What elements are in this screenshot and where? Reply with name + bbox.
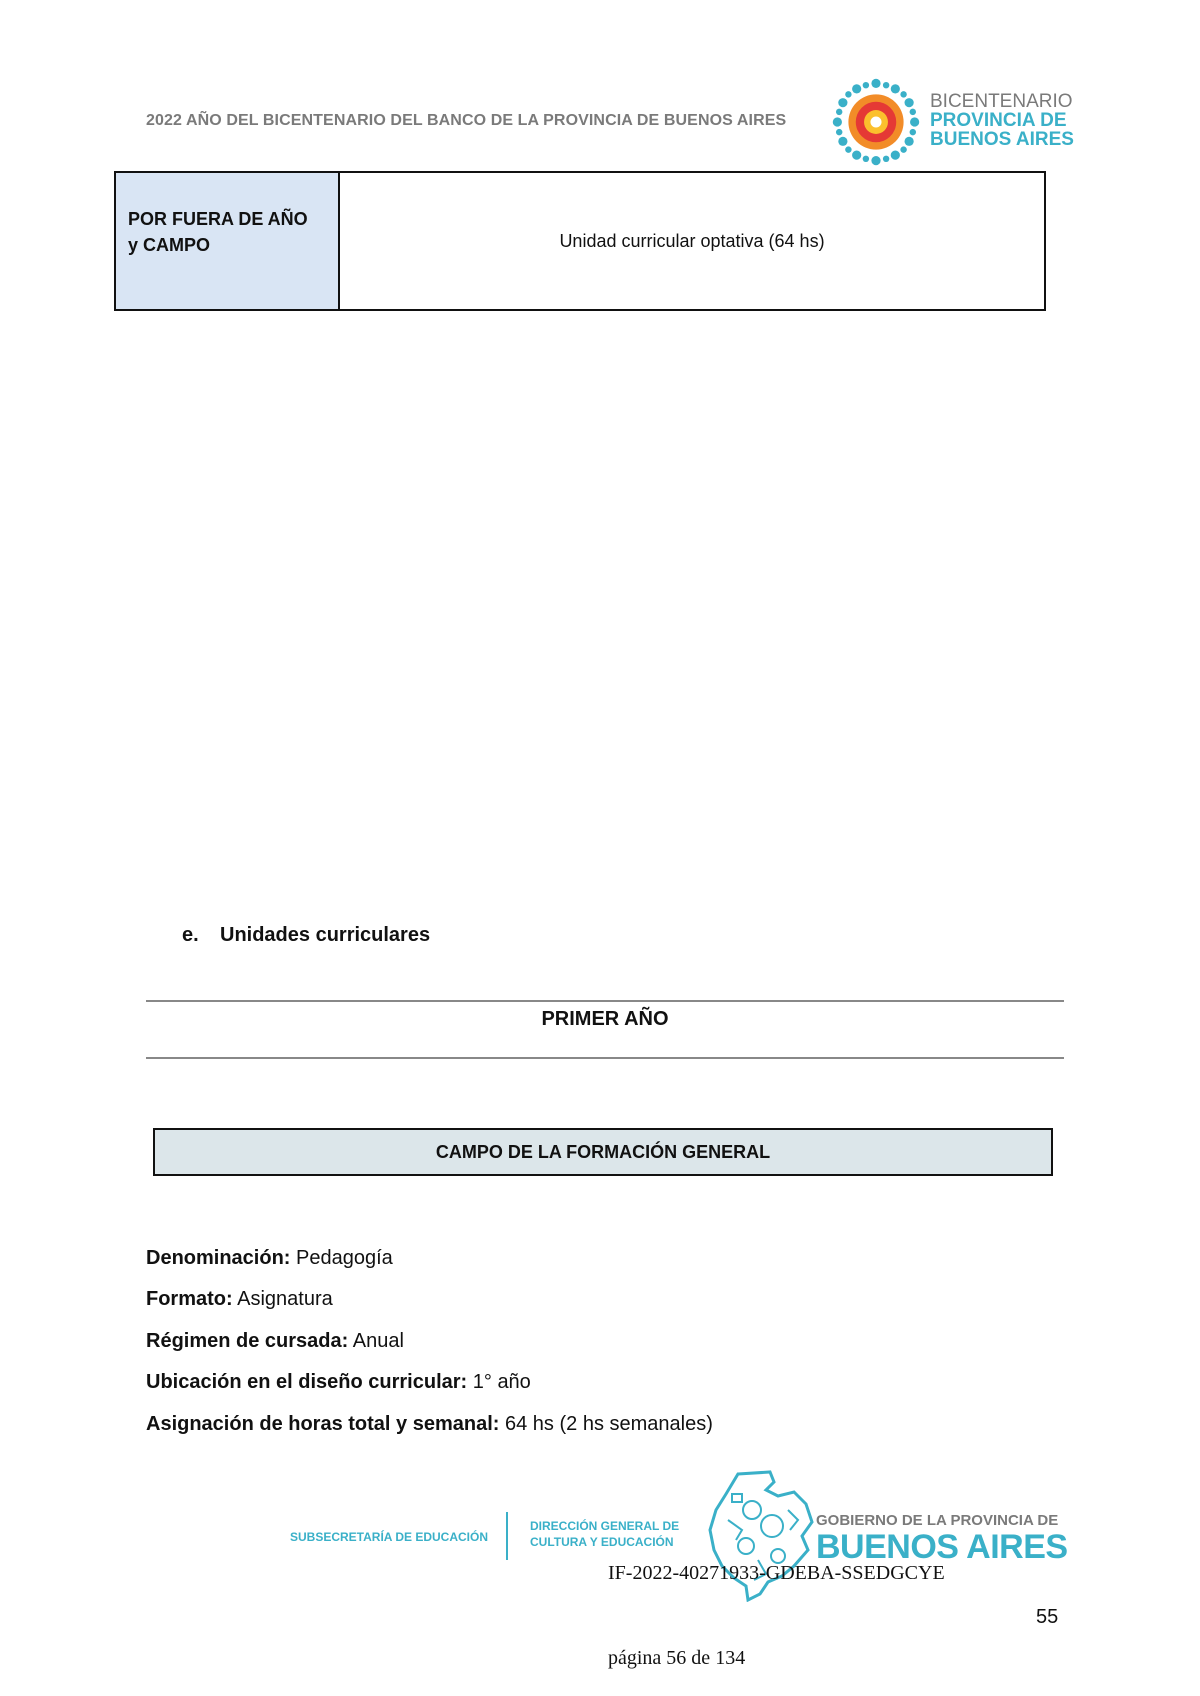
field-denominacion <box>146 1247 393 1270</box>
field-label: Formato: <box>146 1288 233 1310</box>
section-letter: e. <box>182 924 199 946</box>
bicentenario-sun-logo <box>830 76 922 168</box>
field-value: Anual <box>348 1330 404 1352</box>
divider-top <box>146 1000 1064 1002</box>
campo-heading-box: CAMPO DE LA FORMACIÓN GENERAL <box>153 1128 1053 1176</box>
field-ubicacion <box>146 1371 531 1394</box>
section-heading <box>182 924 430 947</box>
top-table-left-cell <box>116 173 340 309</box>
field-label: Asignación de horas total y semanal: <box>146 1413 500 1435</box>
footer-direccion-line1: DIRECCIÓN GENERAL DE <box>530 1519 680 1533</box>
top-table-left-line2: y CAMPO <box>128 235 211 255</box>
footer-gobierno <box>816 1512 1068 1565</box>
bicentenario-wordmark <box>930 92 1074 149</box>
footer-divider <box>506 1512 508 1560</box>
field-value: 64 hs (2 hs semanales) <box>499 1413 713 1435</box>
field-value: Asignatura <box>232 1288 333 1310</box>
section-title: Unidades curriculares <box>220 924 431 946</box>
bicentenario-line3: BUENOS AIRES <box>930 129 1074 150</box>
footer-direccion <box>530 1518 679 1550</box>
field-horas <box>146 1413 713 1436</box>
top-table-right-cell: Unidad curricular optativa (64 hs) <box>559 230 825 251</box>
footer-gobierno-line2: BUENOS AIRES <box>816 1528 1068 1566</box>
field-regimen <box>146 1330 404 1353</box>
field-label: Ubicación en el diseño curricular: <box>146 1371 468 1393</box>
page-of-total: página 56 de 134 <box>608 1647 746 1669</box>
field-formato <box>146 1288 333 1311</box>
top-table <box>114 171 1046 311</box>
footer-subsecretaria: SUBSECRETARÍA DE EDUCACIÓN <box>290 1530 489 1544</box>
document-id: IF-2022-40271933-GDEBA-SSEDGCYE <box>608 1562 945 1584</box>
bicentenario-line1: BICENTENARIO <box>930 91 1073 112</box>
footer-gobierno-line1: GOBIERNO DE LA PROVINCIA DE <box>816 1512 1059 1529</box>
year-heading: PRIMER AÑO <box>541 1008 669 1030</box>
page-number: 55 <box>1036 1606 1059 1628</box>
top-table-left-line1: POR FUERA DE AÑO <box>128 209 308 229</box>
field-label: Denominación: <box>146 1247 291 1269</box>
footer-direccion-line2: CULTURA Y EDUCACIÓN <box>530 1535 674 1549</box>
field-value: 1° año <box>467 1371 531 1393</box>
bicentenario-line2: PROVINCIA DE <box>930 110 1067 131</box>
divider-bottom <box>146 1057 1064 1059</box>
header-banner-text: 2022 AÑO DEL BICENTENARIO DEL BANCO DE LA PROVINCIA DE BUENOS AIRES <box>146 112 787 129</box>
field-label: Régimen de cursada: <box>146 1330 349 1352</box>
field-value: Pedagogía <box>290 1247 393 1269</box>
